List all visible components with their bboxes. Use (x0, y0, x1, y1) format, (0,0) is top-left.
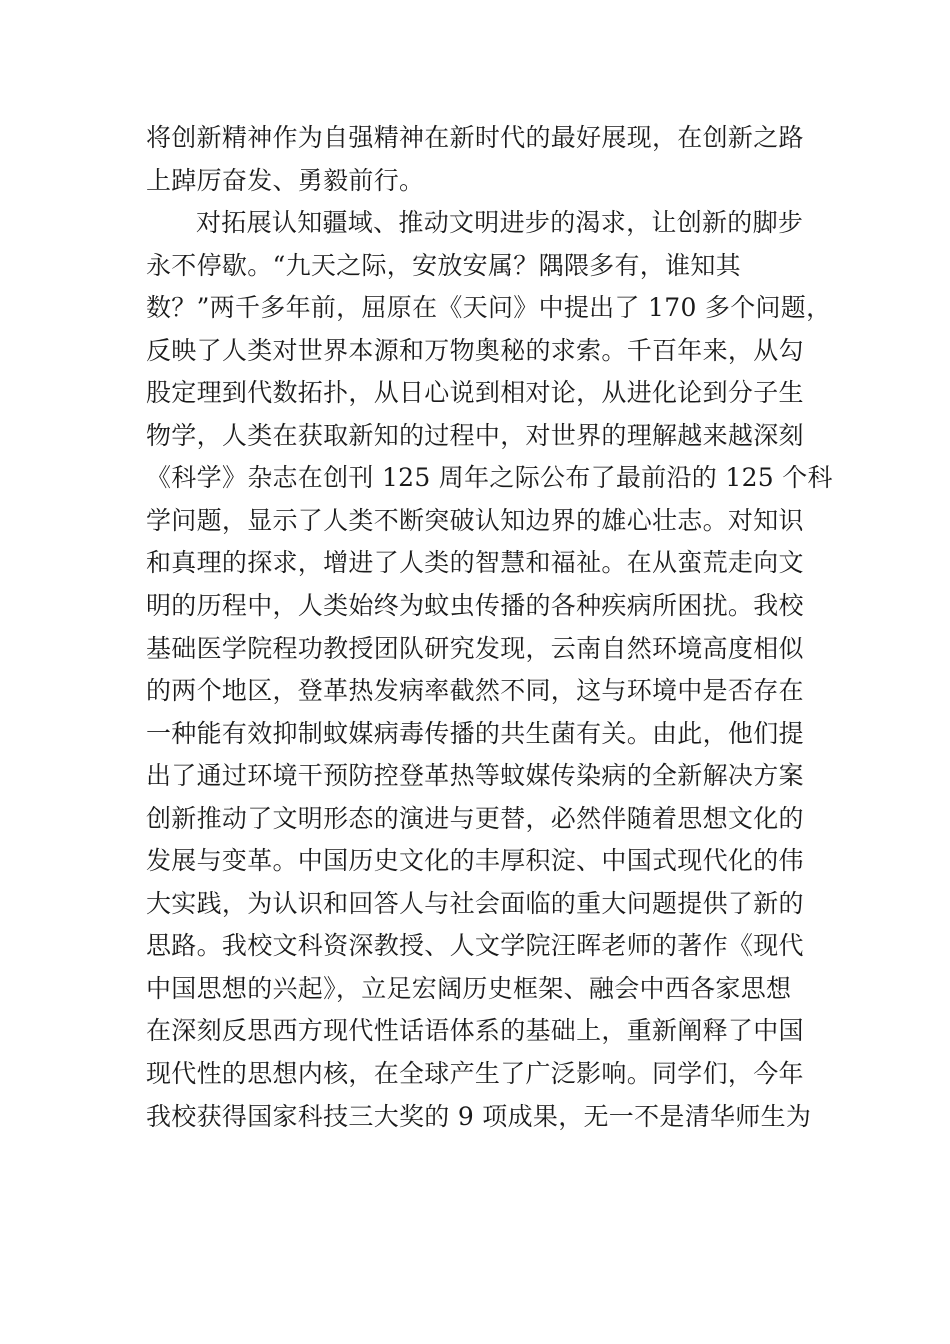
body-text (146, 117, 833, 1138)
text-line: 上踔厉奋发、勇毅前行。 (146, 165, 425, 195)
text-line: 一种能有效抑制蚊媒病毒传播的共生菌有关。由此，他们提 (146, 718, 804, 748)
text-line: 股定理到代数拓扑，从日心说到相对论，从进化论到分子生 (146, 378, 804, 408)
text-line: 中国思想的兴起》，立足宏阔历史框架、融会中西各家思想 (146, 973, 792, 1003)
text-line: 发展与变革。中国历史文化的丰厚积淀、中国式现代化的伟 (146, 846, 804, 876)
text-line: 将创新精神作为自强精神在新时代的最好展现，在创新之路 (146, 123, 804, 152)
text-line: 大实践，为认识和回答人与社会面临的重大问题提供了新的 (146, 888, 804, 918)
text-line: 创新推动了文明形态的演进与更替，必然伴随着思想文化的 (146, 803, 804, 833)
text-line: 现代性的思想内核，在全球产生了广泛影响。同学们，今年 (146, 1059, 804, 1089)
text-line: 的两个地区，登革热发病率截然不同，这与环境中是否存在 (146, 676, 804, 706)
text-line: 出了通过环境干预防控登革热等蚊媒传染病的全新解决方案 (146, 761, 804, 791)
text-line: 数？”两千多年前，屈原在《天问》中提出了 170 多个问题， (146, 293, 832, 323)
text-line: 明的历程中，人类始终为蚊虫传播的各种疾病所困扰。我校 (146, 591, 804, 621)
text-line: 在深刻反思西方现代性话语体系的基础上，重新阐释了中国 (146, 1016, 804, 1046)
text-line: 基础医学院程功教授团队研究发现，云南自然环境高度相似 (146, 633, 804, 663)
text-line: 永不停歇。“九天之际，安放安属？隅隈多有，谁知其 (146, 250, 741, 280)
text-line: 思路。我校文科资深教授、人文学院汪晖老师的著作《现代 (146, 931, 804, 961)
text-line: 我校获得国家科技三大奖的 9 项成果，无一不是清华师生为 (146, 1101, 812, 1131)
text-line: 反映了人类对世界本源和万物奥秘的求索。千百年来，从勾 (146, 335, 804, 365)
paragraph-first-line: 对拓展认知疆域、推动文明进步的渴求，让创新的脚步 (196, 208, 804, 238)
text-line: 学问题，显示了人类不断突破认知边界的雄心壮志。对知识 (146, 505, 804, 535)
text-line: 《科学》杂志在创刊 125 周年之际公布了最前沿的 125 个科 (146, 463, 833, 493)
text-line: 和真理的探求，增进了人类的智慧和福祉。在从蛮荒走向文 (146, 548, 804, 578)
text-line: 物学，人类在获取新知的过程中，对世界的理解越来越深刻 (146, 420, 804, 450)
